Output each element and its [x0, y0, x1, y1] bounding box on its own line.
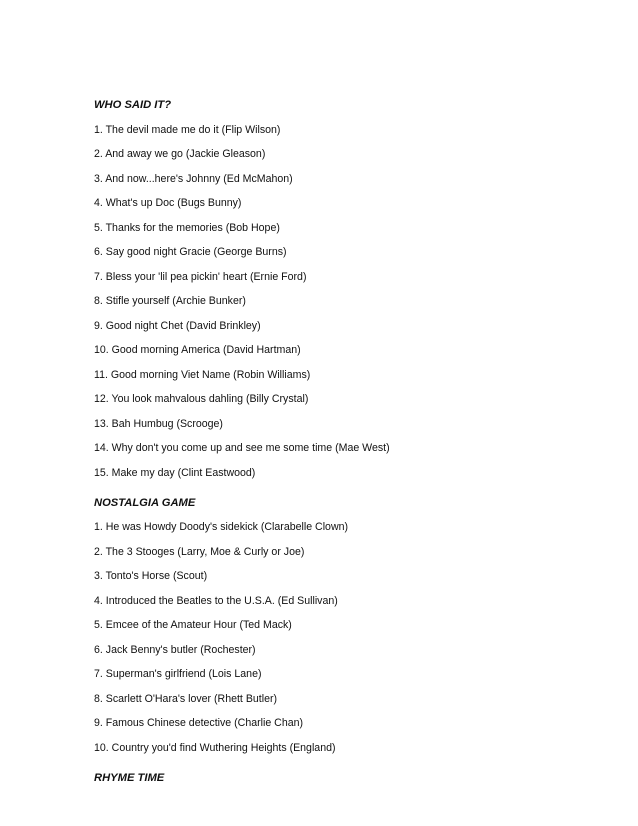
list-item: 6. Jack Benny's butler (Rochester)	[94, 643, 256, 656]
list-item: 1. He was Howdy Doody's sidekick (Clarabelle Clown)	[94, 521, 349, 533]
document-content	[94, 98, 614, 785]
list-item: 7. Superman's girlfriend (Lois Lane)	[94, 668, 262, 680]
list-item: 10. Good morning America (David Hartman)	[94, 344, 301, 356]
list-item: 1. The devil made me do it (Flip Wilson)	[94, 123, 281, 136]
list-item: 4. What's up Doc (Bugs Bunny)	[94, 197, 242, 209]
list-item: 2. The 3 Stooges (Larry, Moe & Curly or Joe)	[94, 545, 305, 558]
list-item: 13. Bah Humbug (Scrooge)	[94, 417, 223, 430]
list-item: 2. And away we go (Jackie Gleason)	[94, 148, 266, 160]
list-item: 8. Scarlett O'Hara's lover (Rhett Butler)	[94, 692, 278, 705]
list-item: 7. Bless your 'lil pea pickin' heart (Ernie Ford)	[94, 270, 307, 283]
list-item: 11. Good morning Viet Name (Robin Williams)	[94, 368, 311, 381]
list-item: 10. Country you'd find Wuthering Heights (England)	[94, 741, 336, 754]
list-item: 6. Say good night Gracie (George Burns)	[94, 246, 287, 258]
section-nostalgia-game	[94, 496, 614, 755]
list-item: 14. Why don't you come up and see me some time (Mae West)	[94, 442, 390, 454]
section-rhyme-time	[94, 771, 614, 785]
list-item: 8. Stifle yourself (Archie Bunker)	[94, 295, 246, 307]
list-item: 5. Thanks for the memories (Bob Hope)	[94, 221, 280, 234]
list-item: 3. And now...here's Johnny (Ed McMahon)	[94, 172, 293, 185]
section-heading: NOSTALGIA GAME	[94, 496, 196, 509]
list-item: 9. Good night Chet (David Brinkley)	[94, 319, 261, 332]
item-list	[94, 123, 614, 480]
list-item: 15. Make my day (Clint Eastwood)	[94, 466, 256, 479]
item-list	[94, 520, 614, 755]
list-item: 5. Emcee of the Amateur Hour (Ted Mack)	[94, 619, 292, 631]
list-item: 3. Tonto's Horse (Scout)	[94, 570, 208, 582]
list-item: 4. Introduced the Beatles to the U.S.A. (Ed Sullivan)	[94, 594, 338, 607]
list-item: 9. Famous Chinese detective (Charlie Chan)	[94, 717, 304, 729]
section-heading: WHO SAID IT?	[94, 99, 172, 111]
list-item: 12. You look mahvalous dahling (Billy Crystal)	[94, 393, 309, 405]
section-heading: RHYME TIME	[94, 771, 165, 784]
section-who-said-it	[94, 98, 614, 480]
